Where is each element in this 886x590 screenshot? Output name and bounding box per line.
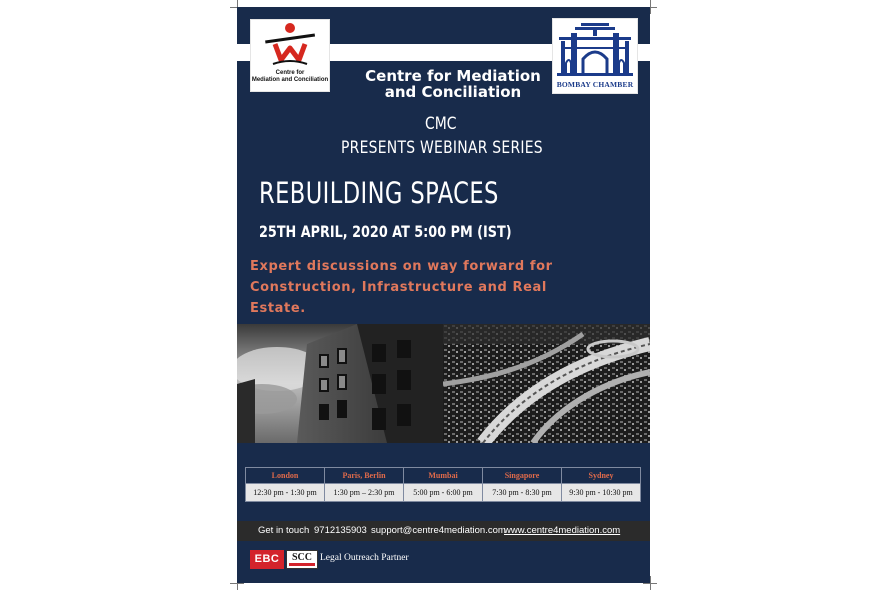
city-header: Paris, Berlin xyxy=(325,468,404,484)
time-cell: 1:30 pm – 2:30 pm xyxy=(325,484,404,502)
contact-bar xyxy=(237,521,650,541)
organization-name-line2: and Conciliation xyxy=(384,83,522,101)
presenter: CMC xyxy=(425,114,457,134)
building-image xyxy=(237,324,443,443)
series-label: PRESENTS WEBINAR SERIES xyxy=(341,138,543,158)
crop-mark xyxy=(643,583,657,584)
scc-logo-text: SCC xyxy=(291,552,312,563)
scc-logo-icon xyxy=(286,550,318,569)
time-cell: 5:00 pm - 6:00 pm xyxy=(404,484,483,502)
time-cell: 9:30 pm - 10:30 pm xyxy=(562,484,641,502)
scc-logo-bar xyxy=(289,563,315,566)
building-photo xyxy=(237,324,443,443)
city-header: Sydney xyxy=(562,468,641,484)
table-row xyxy=(246,484,641,502)
crop-mark xyxy=(230,583,244,584)
tagline-line: Estate. xyxy=(250,301,306,316)
city-header: Singapore xyxy=(483,468,562,484)
tagline xyxy=(250,256,580,319)
ebc-logo-icon: EBC xyxy=(250,550,284,569)
time-cell: 12:30 pm - 1:30 pm xyxy=(246,484,325,502)
website-link[interactable]: www.centre4mediation.com xyxy=(504,525,621,536)
contact-label: Get in touch xyxy=(258,525,310,536)
tagline-line: Construction, Infrastructure and Real xyxy=(250,280,547,295)
city-header: Mumbai xyxy=(404,468,483,484)
time-cell: 7:30 pm - 8:30 pm xyxy=(483,484,562,502)
cmc-logo xyxy=(250,19,330,92)
mediation-logo-icon xyxy=(251,20,329,70)
organization-name-line1: Centre for Mediation xyxy=(365,67,541,85)
webinar-poster xyxy=(237,7,650,583)
table-header-row xyxy=(246,468,641,484)
highway-photo xyxy=(443,324,650,443)
contact-email[interactable]: support@centre4mediation.com xyxy=(371,525,506,536)
contact-phone[interactable]: 9712135903 xyxy=(314,525,367,536)
webinar-title: REBUILDING SPACES xyxy=(259,176,499,210)
tagline-line: Expert discussions on way forward for xyxy=(250,259,553,274)
bombay-chamber-caption: BOMBAY CHAMBER xyxy=(556,80,634,89)
city-header: London xyxy=(246,468,325,484)
highway-image xyxy=(443,324,650,443)
webinar-date: 25TH APRIL, 2020 AT 5:00 PM (IST) xyxy=(259,222,512,241)
cmc-logo-caption: Centre for Mediation and Conciliation xyxy=(251,70,329,83)
timezone-table xyxy=(245,467,641,502)
partner-label: Legal Outreach Partner xyxy=(320,553,409,563)
organization-name xyxy=(333,68,573,100)
